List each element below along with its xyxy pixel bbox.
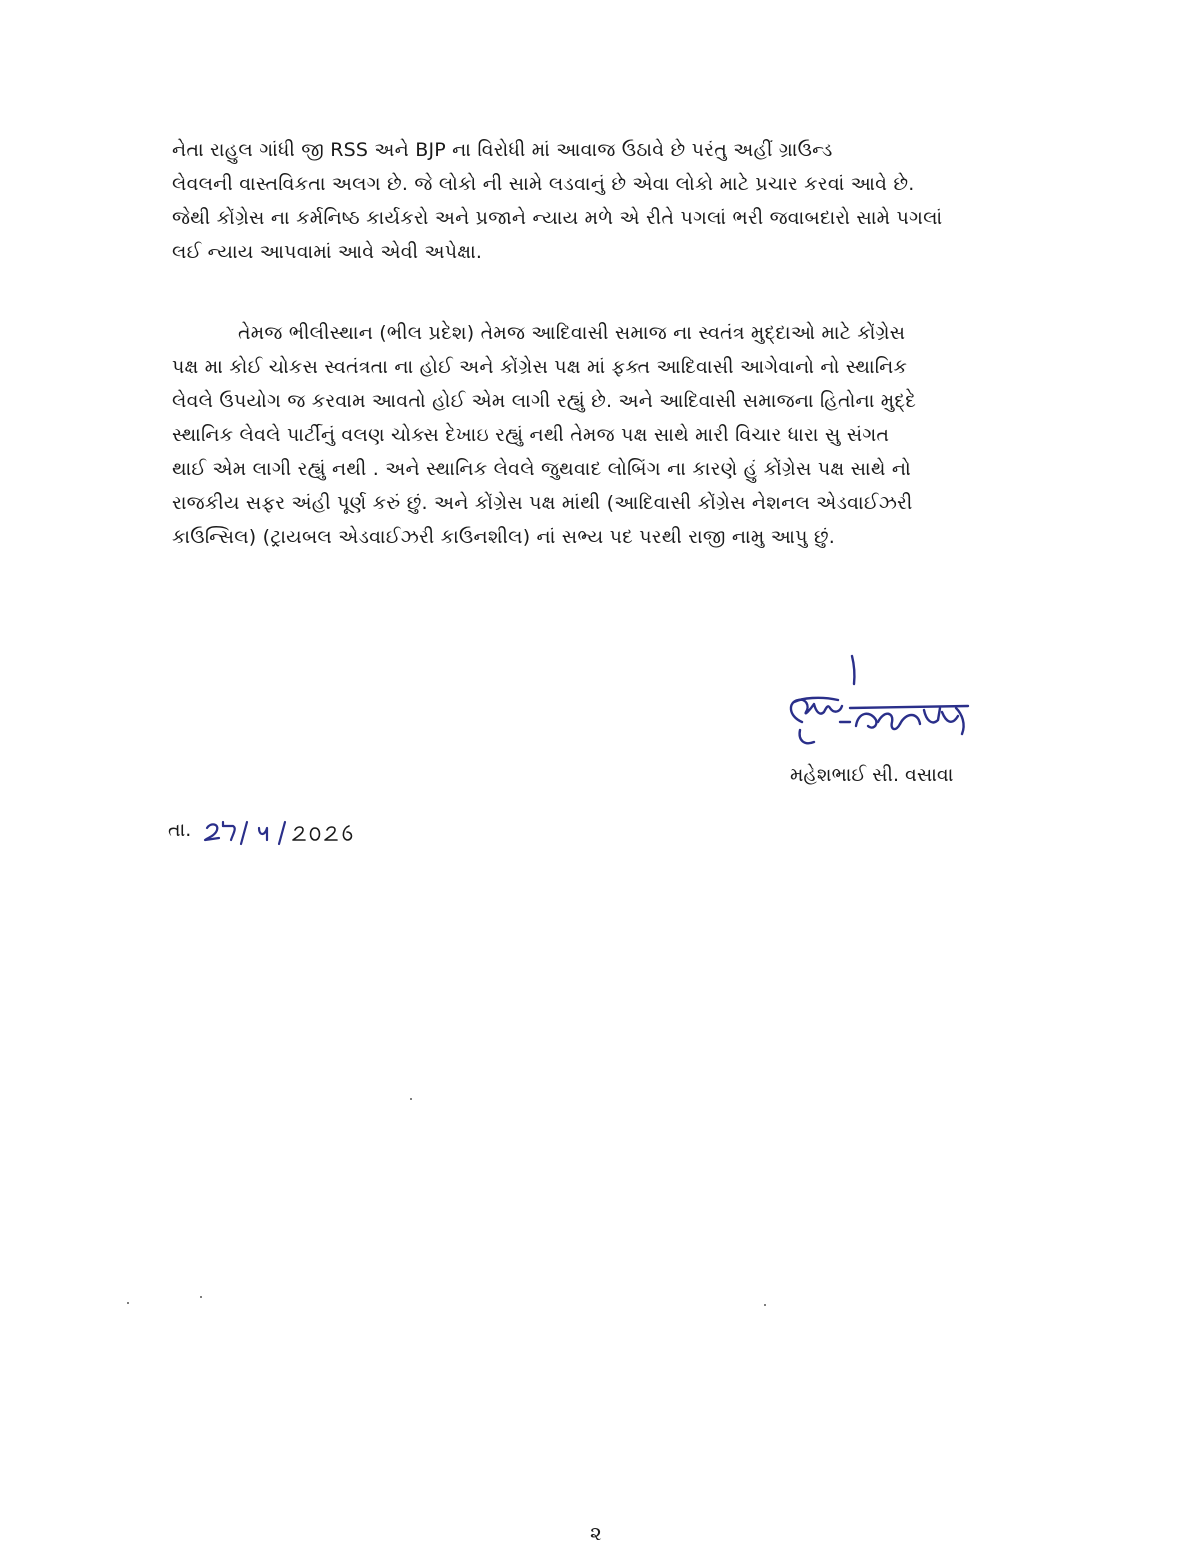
paragraph-line: લઈ ન્યાય આપવામાં આવે એવી અપેક્ષા.: [172, 241, 483, 263]
paragraph-line: થાઈ એમ લાગી રહ્યું નથી . અને સ્થાનિક લેવલે જુથવાદ લોબિંગ ના કારણે હું કોંગ્રેસ પક્ષ સાથે નો: [172, 458, 911, 480]
paragraph-line: સ્થાનિક લેવલે પાર્ટીનું વલણ ચોક્સ દેખાઇ રહ્યું નથી તેમજ પક્ષ સાથે મારી વિચાર ધારા સુ સંગત: [172, 424, 890, 446]
paragraph-1: [172, 133, 1052, 269]
paragraph-line: લેવલે ઉપયોગ જ કરવામ આવતો હોઈ એમ લાગી રહ્યું છે. અને આદિવાસી સમાજના હિતોના મુદ્દે: [172, 390, 917, 412]
paragraph-2: [172, 316, 1052, 554]
handwritten-signature: [780, 650, 1020, 750]
scan-speck: [127, 1302, 129, 1304]
paragraph-line: તેમજ ભીલીસ્થાન (ભીલ પ્રદેશ) તેમજ આદિવાસી સમાજ ના સ્વતંત્ર મુદ્દાઓ માટે કોંગ્રેસ: [238, 322, 906, 344]
scan-speck: [764, 1304, 766, 1306]
page-number: ૨: [590, 1521, 602, 1545]
paragraph-line: લેવલની વાસ્તવિકતા અલગ છે. જે લોકો ની સામે લડવાનું છે એવા લોકો માટે પ્રચાર કરવાં આવે છે.: [172, 173, 915, 195]
date-prefix: તા.: [168, 819, 192, 841]
scan-speck: [410, 1098, 412, 1100]
scan-speck: [200, 1296, 202, 1298]
date-row: [168, 813, 373, 848]
paragraph-line: જેથી કોંગ્રેસ ના કર્મનિષ્ઠ કાર્યકરો અને પ્રજાને ન્યાય મળે એ રીતે પગલાં ભરી જવાબદારો સામે પગલાં: [172, 207, 943, 229]
signatory-name: મહેશભાઈ સી. વસાવા: [790, 764, 954, 786]
handwritten-date: [197, 814, 373, 848]
paragraph-line: નેતા રાહુલ ગાંધી જી RSS અને BJP ના વિરોધી માં આવાજ ઉઠાવે છે પરંતુ અહીં ગ્રાઉન્ડ: [172, 139, 833, 161]
paragraph-line: રાજકીય સફર અંહી પૂર્ણ કરું છું. અને કોંગ્રેસ પક્ષ માંથી (આદિવાસી કોંગ્રેસ નેશનલ એડવાઈઝરી: [172, 492, 913, 514]
paragraph-line: કાઉન્સિલ) (ટ્રાયબલ એડવાઈઝરી કાઉનશીલ) નાં સભ્ય પદ પરથી રાજી નામુ આપુ છું.: [172, 526, 835, 548]
paragraph-line: પક્ષ મા કોઈ ચોકસ સ્વતંત્રતા ના હોઈ અને કોંગ્રેસ પક્ષ માં ફક્ત આદિવાસી આગેવાનો નો સ્થાનિક: [172, 356, 908, 378]
